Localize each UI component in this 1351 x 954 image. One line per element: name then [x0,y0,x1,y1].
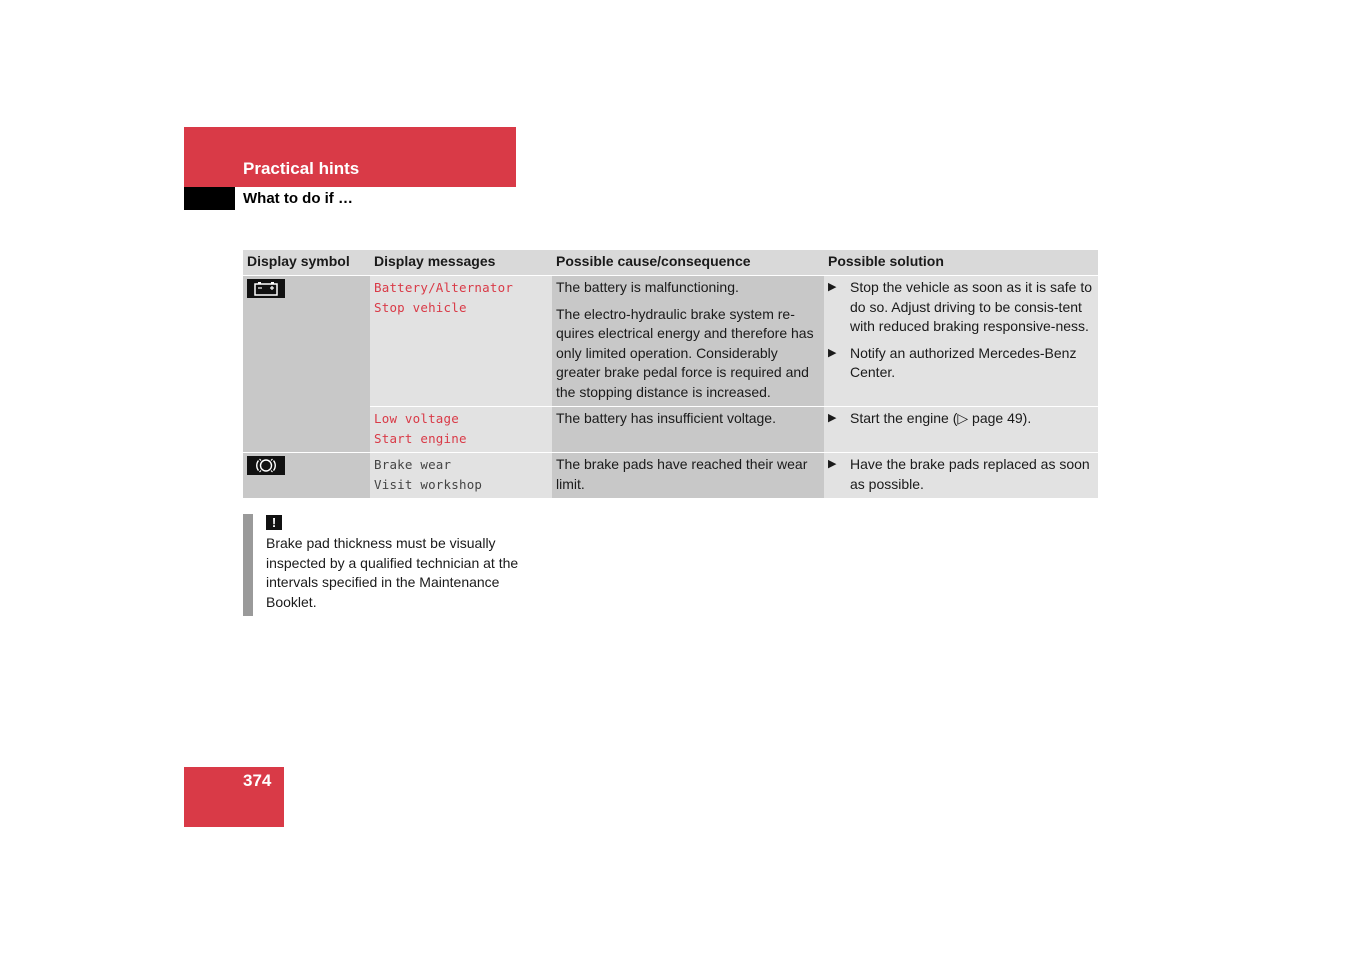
column-header: Possible cause/consequence [552,250,824,276]
solution-cell [824,453,1098,499]
cause-text: The battery has insufficient voltage. [556,410,776,426]
cause-text: The battery is malfunctioning. [556,279,739,295]
page-number: 374 [243,771,272,790]
solution-item [828,409,1094,429]
column-header: Display messages [370,250,552,276]
exclamation-icon: ! [266,515,282,530]
solution-item [828,344,1094,383]
display-message-line: Battery/Alternator [374,280,514,295]
cause-text: The brake pads have reached their wear limit. [556,456,808,492]
table-row [243,407,1098,453]
display-message-cell [370,407,552,453]
battery-icon [247,279,285,298]
display-message-line: Start engine [374,430,467,446]
cause-cell [552,407,824,453]
bullet-arrow-icon: ▶ [828,346,837,359]
symbol-cell [243,453,370,499]
column-header: Possible solution [824,250,1098,276]
brake-pad-wear-icon [247,456,285,475]
warning-note [243,514,533,616]
solution-text: Stop the vehicle as soon as it is safe to do so. Adjust driving to be consis-tent with reduced braking responsive-ness. [850,279,1093,334]
note-text: Brake pad thickness must be visually inspected by a qualified technician at the intervals specified in the Maintenance Booklet. [266,535,519,610]
column-header: Display symbol [243,250,370,276]
solution-cell [824,407,1098,453]
bullet-arrow-icon: ▶ [828,281,837,293]
display-message-line: Brake wear [374,457,452,472]
display-message-cell [370,453,552,499]
solution-cell [824,276,1098,407]
solution-text: Notify an authorized Mercedes-Benz Center. [850,344,1077,380]
table-row [243,453,1098,499]
display-message-cell [370,276,552,407]
bullet-arrow-icon: ▶ [828,412,837,424]
solution-item [828,455,1094,494]
cause-text: The electro-hydraulic brake system re-quires electrical energy and therefore has only limited operation. Considerably greater brake pedal force is required and the stopping distance is increased. [556,305,814,400]
cause-cell [552,453,824,499]
display-message-line: Low voltage [374,411,459,426]
display-message-line: Stop vehicle [374,299,467,315]
display-message-line: Visit workshop [374,476,483,492]
bullet-arrow-icon: ▶ [828,458,837,470]
solution-text: Start the engine (▷ page 49). [850,410,1032,426]
solution-text: Have the brake pads replaced as soon as possible. [850,456,1090,492]
subsection-marker [184,187,235,210]
solution-item [828,278,1094,337]
cause-cell [552,276,824,407]
symbol-cell [243,276,370,453]
table-header-row [243,250,1098,276]
display-messages-table [243,250,1098,499]
subsection-title: What to do if … [243,190,353,207]
section-title: Practical hints [243,159,360,178]
table-row [243,276,1098,407]
